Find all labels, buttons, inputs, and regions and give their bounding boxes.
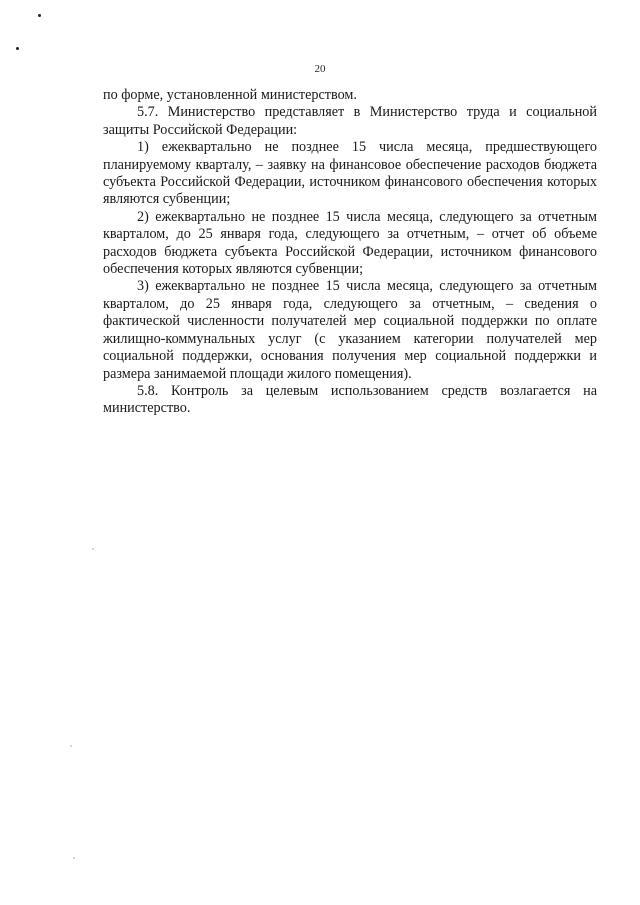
scan-speck <box>70 745 72 747</box>
paragraph-continuation: по форме, установленной министерством. <box>103 87 357 103</box>
paragraph-item-1: 1) ежеквартально не позднее 15 числа месяца, предшествующего планируемому кварталу, – заявку на финансовое обеспечение расходов бюджета субъекта Российской Федерации, источником финансового обеспечения которых являются субвенции; <box>103 139 597 208</box>
document-body <box>103 87 597 418</box>
scan-speck <box>38 14 41 17</box>
scan-speck <box>92 548 94 550</box>
page-number: 20 <box>314 63 326 75</box>
scan-speck <box>73 857 75 859</box>
paragraph-item-2: 2) ежеквартально не позднее 15 числа месяца, следующего за отчетным кварталом, до 25 января года, следующего за отчетным, – отчет об объеме расходов бюджета субъекта Российской Федерации, источником финансового обеспечения которых являются субвенции; <box>103 208 597 278</box>
paragraph-clause-5-8: 5.8. Контроль за целевым использованием средств возлагается на министерство. <box>103 382 597 417</box>
paragraph-clause-5-7: 5.7. Министерство представляет в Министерство труда и социальной защиты Российской Федерации: <box>103 104 597 138</box>
paragraph-item-3: 3) ежеквартально не позднее 15 числа месяца, следующего за отчетным кварталом, до 25 января года, следующего за отчетным, – сведения о фактической численности получателей мер социальной поддержки по оплате жилищно-коммунальных услуг (с указанием категории получателей мер социальной поддержки, основания получения мер социальной поддержки и размера занимаемой площади жилого помещения). <box>103 278 597 382</box>
scan-speck <box>16 47 19 50</box>
